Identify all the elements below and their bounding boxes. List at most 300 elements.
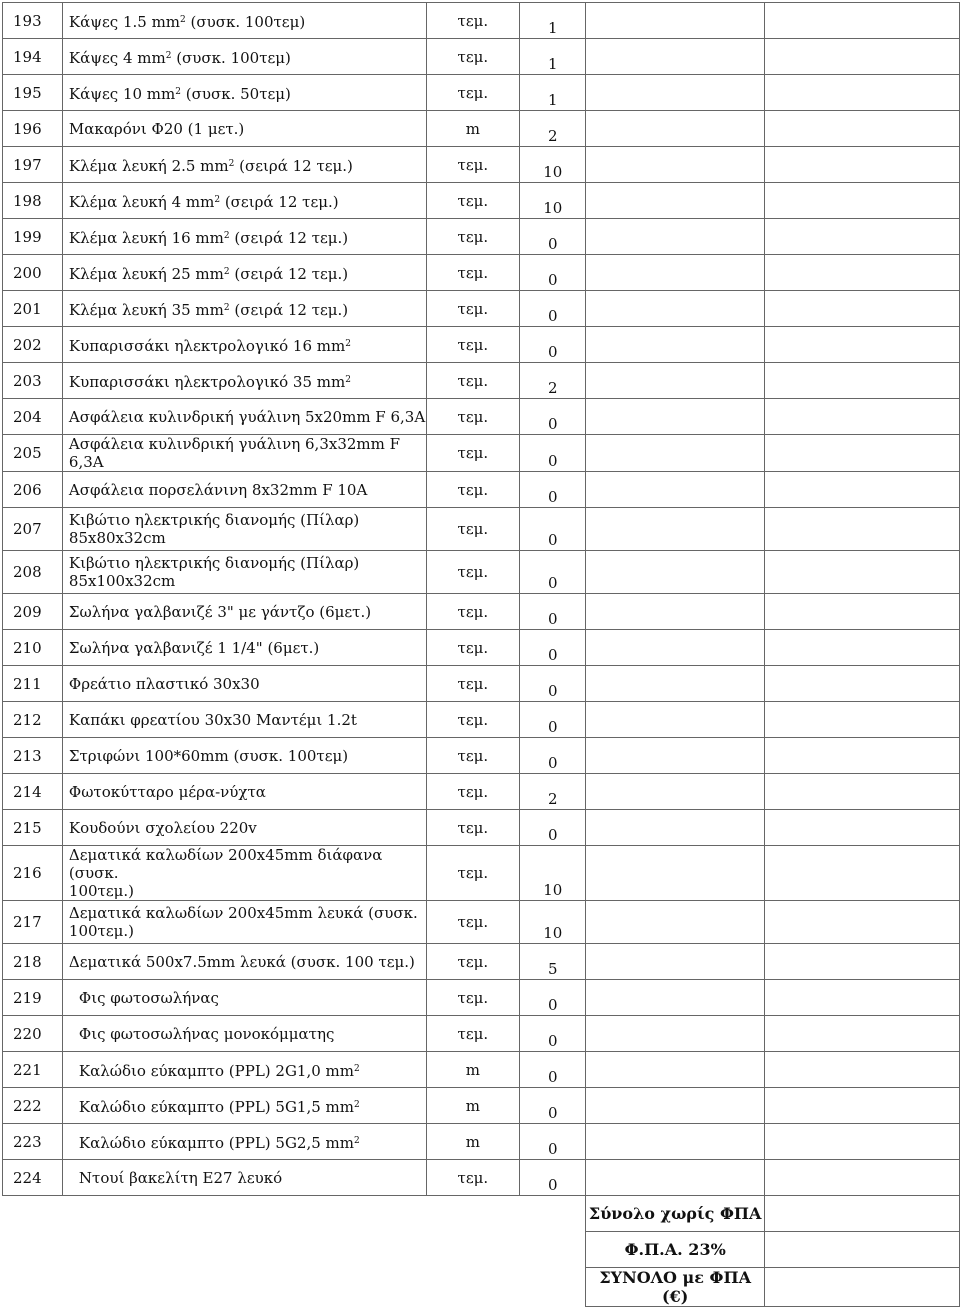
item-unit: τεμ.: [426, 774, 520, 810]
unit-price-cell: [586, 39, 765, 75]
total-price-cell: [765, 702, 960, 738]
total-price-cell: [765, 75, 960, 111]
total-gross-label: ΣΥΝΟΛΟ με ΦΠΑ (€): [586, 1268, 765, 1307]
total-price-cell: [765, 1124, 960, 1160]
item-description: [62, 472, 426, 508]
description-text: [69, 408, 425, 426]
item-description: [62, 702, 426, 738]
description-text: [69, 49, 291, 67]
unit-price-cell: [586, 1160, 765, 1196]
description-text: [69, 511, 359, 547]
item-description: [62, 327, 426, 363]
total-price-cell: [765, 630, 960, 666]
item-description: [62, 1160, 426, 1196]
total-gross-value: [765, 1268, 960, 1307]
total-price-cell: [765, 291, 960, 327]
item-number: 210: [3, 630, 63, 666]
description-suffix: (σειρά 12 τεμ.): [220, 192, 339, 211]
item-quantity: 0: [520, 702, 586, 738]
description-main: Κλέμα λευκή 25 mm: [68, 264, 224, 283]
unit-price-cell: [586, 255, 765, 291]
unit-price-cell: [586, 363, 765, 399]
description-suffix: (σειρά 12 τεμ.): [229, 300, 349, 319]
item-number: 218: [3, 944, 63, 980]
description-text: [69, 157, 353, 175]
description-text: [69, 120, 244, 138]
item-quantity: 0: [520, 508, 586, 551]
description-main: Κάψες 4 mm: [68, 48, 166, 67]
description-main: Ασφάλεια πορσελάνινη 8x32mm F 10A: [68, 480, 368, 499]
description-main: Στριφώνι 100*60mm (συσκ. 100τεμ): [68, 746, 349, 765]
description-main: Ασφάλεια κυλινδρική γυάλινη 6,3x32mm F 6,3A: [68, 435, 401, 471]
item-description: [62, 291, 426, 327]
item-quantity: 0: [520, 219, 586, 255]
unit-price-cell: [586, 219, 765, 255]
table-row: [3, 291, 960, 327]
description-main: Κλέμα λευκή 4 mm: [68, 192, 215, 211]
total-price-cell: [765, 327, 960, 363]
total-price-cell: [765, 1016, 960, 1052]
description-main: Δεματικά 500x7.5mm λευκά (συσκ. 100 τεμ.): [68, 952, 415, 971]
item-description: [62, 363, 426, 399]
price-table: [2, 2, 960, 1307]
item-description: [62, 1088, 426, 1124]
item-description: [62, 846, 426, 901]
total-price-cell: [765, 508, 960, 551]
item-number: 203: [3, 363, 63, 399]
superscript: 2: [354, 1099, 360, 1110]
item-unit: τεμ.: [426, 980, 520, 1016]
item-description: [62, 435, 426, 472]
item-unit: τεμ.: [426, 399, 520, 435]
total-price-cell: [765, 472, 960, 508]
unit-price-cell: [586, 508, 765, 551]
item-quantity: 0: [520, 472, 586, 508]
item-unit: τεμ.: [426, 594, 520, 630]
unit-price-cell: [586, 846, 765, 901]
description-text: [69, 711, 357, 729]
item-number: 206: [3, 472, 63, 508]
description-text: [69, 747, 348, 765]
table-row: [3, 774, 960, 810]
total-price-cell: [765, 594, 960, 630]
item-description: [62, 75, 426, 111]
vat-label: Φ.Π.Α. 23%: [586, 1232, 765, 1268]
table-row: [3, 183, 960, 219]
description-main: Σωλήνα γαλβανιζέ 1 1/4" (6μετ.): [68, 638, 320, 657]
item-unit: τεμ.: [426, 255, 520, 291]
item-quantity: 0: [520, 810, 586, 846]
item-number: 224: [3, 1160, 63, 1196]
item-description: [62, 738, 426, 774]
item-quantity: 1: [520, 75, 586, 111]
description-text: [69, 301, 348, 319]
table-row: [3, 594, 960, 630]
table-row: [3, 944, 960, 980]
table-row: [3, 399, 960, 435]
item-unit: m: [426, 1088, 520, 1124]
item-quantity: 0: [520, 327, 586, 363]
superscript: 2: [180, 14, 186, 25]
superscript: 2: [175, 86, 181, 97]
description-text: [69, 675, 260, 693]
description-main: Καπάκι φρεατίου 30x30 Μαντέμι 1.2t: [68, 710, 357, 729]
total-price-cell: [765, 147, 960, 183]
item-description: [62, 111, 426, 147]
description-text: [69, 265, 348, 283]
item-quantity: 0: [520, 255, 586, 291]
item-description: [62, 1052, 426, 1088]
item-quantity: 10: [520, 147, 586, 183]
description-suffix: (συσκ. 100τεμ): [185, 12, 306, 31]
item-description: [62, 594, 426, 630]
item-description: [62, 1016, 426, 1052]
item-number: 219: [3, 980, 63, 1016]
item-unit: τεμ.: [426, 738, 520, 774]
total-price-cell: [765, 39, 960, 75]
item-quantity: 0: [520, 738, 586, 774]
item-quantity: 0: [520, 594, 586, 630]
item-quantity: 0: [520, 666, 586, 702]
item-quantity: 2: [520, 111, 586, 147]
vat-value: [765, 1232, 960, 1268]
item-number: 212: [3, 702, 63, 738]
table-row: [3, 702, 960, 738]
description-main: Καλώδιο εύκαμπτο (PPL) 5G2,5 mm: [78, 1133, 355, 1152]
unit-price-cell: [586, 183, 765, 219]
item-description: [62, 630, 426, 666]
item-quantity: 0: [520, 551, 586, 594]
item-description: [62, 551, 426, 594]
description-text: [69, 1060, 360, 1080]
item-unit: τεμ.: [426, 183, 520, 219]
item-unit: τεμ.: [426, 1160, 520, 1196]
item-quantity: 0: [520, 399, 586, 435]
superscript: 2: [214, 194, 221, 205]
total-price-cell: [765, 183, 960, 219]
description-text: [69, 783, 266, 801]
table-row: [3, 363, 960, 399]
item-unit: τεμ.: [426, 147, 520, 183]
description-text: [69, 639, 319, 657]
table-row: [3, 551, 960, 594]
item-description: [62, 3, 426, 39]
description-main: Κλέμα λευκή 35 mm: [68, 300, 224, 319]
description-main: Κλέμα λευκή 2.5 mm: [68, 156, 229, 175]
item-number: 198: [3, 183, 63, 219]
item-description: [62, 508, 426, 551]
description-text: [69, 229, 348, 247]
item-number: 193: [3, 3, 63, 39]
total-price-cell: [765, 901, 960, 944]
total-price-cell: [765, 255, 960, 291]
item-unit: m: [426, 111, 520, 147]
total-price-cell: [765, 111, 960, 147]
description-text: [69, 1096, 360, 1116]
description-main: Δεματικά καλωδίων 200x45mm λευκά (συσκ.: [68, 904, 418, 922]
description-text: [69, 989, 219, 1007]
item-quantity: 0: [520, 1088, 586, 1124]
unit-price-cell: [586, 630, 765, 666]
item-number: 197: [3, 147, 63, 183]
table-row: [3, 666, 960, 702]
superscript: 2: [223, 302, 230, 313]
description-main: Κιβώτιο ηλεκτρικής διανομής (Πίλαρ): [68, 511, 360, 529]
description-main: Κυπαρισσάκι ηλεκτρολογικό 16 mm: [68, 336, 346, 355]
item-unit: τεμ.: [426, 901, 520, 944]
description-main: Κουδούνι σχολείου 220v: [68, 818, 257, 837]
item-number: 201: [3, 291, 63, 327]
unit-price-cell: [586, 594, 765, 630]
table-row: [3, 1160, 960, 1196]
item-unit: τεμ.: [426, 3, 520, 39]
table-row: [3, 75, 960, 111]
total-price-cell: [765, 846, 960, 901]
unit-price-cell: [586, 1088, 765, 1124]
unit-price-cell: [586, 810, 765, 846]
unit-price-cell: [586, 1052, 765, 1088]
description-text: [69, 481, 367, 499]
description-text: [69, 85, 291, 103]
superscript: 2: [354, 1135, 360, 1146]
item-description: [62, 944, 426, 980]
description-text: [69, 603, 371, 621]
item-number: 194: [3, 39, 63, 75]
table-row: [3, 1124, 960, 1160]
item-number: 204: [3, 399, 63, 435]
superscript: 2: [345, 374, 351, 385]
table-row: [3, 39, 960, 75]
total-price-cell: [765, 944, 960, 980]
item-unit: τεμ.: [426, 508, 520, 551]
table-row: [3, 219, 960, 255]
item-number: 222: [3, 1088, 63, 1124]
description-line2: 100τεμ.): [68, 922, 134, 940]
total-price-cell: [765, 1088, 960, 1124]
description-main: Κιβώτιο ηλεκτρικής διανομής (Πίλαρ): [68, 554, 360, 572]
description-main: Σωλήνα γαλβανιζέ 3" με γάντζο (6μετ.): [68, 602, 372, 621]
total-price-cell: [765, 219, 960, 255]
item-number: 196: [3, 111, 63, 147]
total-price-cell: [765, 666, 960, 702]
item-quantity: 10: [520, 901, 586, 944]
unit-price-cell: [586, 111, 765, 147]
item-number: 214: [3, 774, 63, 810]
description-suffix: (συσκ. 50τεμ): [180, 84, 291, 103]
unit-price-cell: [586, 702, 765, 738]
table-row: [3, 111, 960, 147]
table-row: [3, 327, 960, 363]
item-number: 215: [3, 810, 63, 846]
total-price-cell: [765, 435, 960, 472]
item-description: [62, 399, 426, 435]
item-number: 195: [3, 75, 63, 111]
table-row: [3, 472, 960, 508]
total-price-cell: [765, 3, 960, 39]
item-quantity: 0: [520, 291, 586, 327]
item-quantity: 2: [520, 774, 586, 810]
item-unit: τεμ.: [426, 846, 520, 901]
description-main: Ασφάλεια κυλινδρική γυάλινη 5x20mm F 6,3A: [68, 407, 426, 426]
description-suffix: (σειρά 12 τεμ.): [229, 228, 349, 247]
description-text: [69, 1169, 282, 1187]
item-quantity: 5: [520, 944, 586, 980]
item-unit: τεμ.: [426, 39, 520, 75]
description-text: [69, 373, 351, 391]
description-text: [69, 819, 257, 837]
item-number: 220: [3, 1016, 63, 1052]
description-text: [69, 193, 339, 211]
table-row: [3, 3, 960, 39]
unit-price-cell: [586, 944, 765, 980]
unit-price-cell: [586, 3, 765, 39]
item-description: [62, 666, 426, 702]
item-quantity: 0: [520, 630, 586, 666]
item-unit: τεμ.: [426, 666, 520, 702]
item-unit: τεμ.: [426, 435, 520, 472]
item-description: [62, 901, 426, 944]
unit-price-cell: [586, 901, 765, 944]
item-quantity: 0: [520, 1016, 586, 1052]
item-quantity: 10: [520, 846, 586, 901]
description-main: Κάψες 1.5 mm: [68, 12, 181, 31]
description-text: [69, 13, 305, 31]
unit-price-cell: [586, 774, 765, 810]
table-row: [3, 846, 960, 901]
table-row: [3, 435, 960, 472]
item-description: [62, 774, 426, 810]
unit-price-cell: [586, 980, 765, 1016]
table-row: [3, 1016, 960, 1052]
unit-price-cell: [586, 147, 765, 183]
item-quantity: 1: [520, 39, 586, 75]
item-description: [62, 147, 426, 183]
table-row: [3, 901, 960, 944]
unit-price-cell: [586, 551, 765, 594]
description-line2: 100τεμ.): [68, 882, 134, 900]
table-row: [3, 810, 960, 846]
total-net-value: [765, 1196, 960, 1232]
description-line2: 85x100x32cm: [68, 572, 176, 590]
unit-price-cell: [586, 666, 765, 702]
item-unit: τεμ.: [426, 363, 520, 399]
description-main: Φωτοκύτταρο μέρα-νύχτα: [68, 782, 266, 801]
unit-price-cell: [586, 435, 765, 472]
superscript: 2: [223, 230, 230, 241]
superscript: 2: [228, 158, 235, 169]
unit-price-cell: [586, 399, 765, 435]
item-description: [62, 980, 426, 1016]
item-quantity: 0: [520, 1160, 586, 1196]
description-text: [69, 953, 415, 971]
superscript: 2: [223, 266, 230, 277]
description-main: Φις φωτοσωλήνας μονοκόμματης: [78, 1024, 335, 1043]
total-price-cell: [765, 810, 960, 846]
table-body: [3, 3, 960, 1196]
item-number: 200: [3, 255, 63, 291]
table-row: [3, 1052, 960, 1088]
item-description: [62, 255, 426, 291]
item-quantity: 10: [520, 183, 586, 219]
total-price-cell: [765, 738, 960, 774]
unit-price-cell: [586, 472, 765, 508]
total-price-cell: [765, 774, 960, 810]
item-number: 221: [3, 1052, 63, 1088]
description-suffix: (συσκ. 100τεμ): [171, 48, 291, 67]
unit-price-cell: [586, 291, 765, 327]
table-row: [3, 147, 960, 183]
item-unit: τεμ.: [426, 630, 520, 666]
superscript: 2: [345, 338, 351, 349]
item-number: 209: [3, 594, 63, 630]
item-number: 208: [3, 551, 63, 594]
total-price-cell: [765, 1160, 960, 1196]
item-number: 202: [3, 327, 63, 363]
description-main: Καλώδιο εύκαμπτο (PPL) 2G1,0 mm: [78, 1061, 355, 1080]
description-main: Κλέμα λευκή 16 mm: [68, 228, 224, 247]
item-unit: τεμ.: [426, 219, 520, 255]
item-number: 205: [3, 435, 63, 472]
item-quantity: 0: [520, 1124, 586, 1160]
table-row: [3, 1088, 960, 1124]
unit-price-cell: [586, 75, 765, 111]
item-number: 213: [3, 738, 63, 774]
item-description: [62, 1124, 426, 1160]
superscript: 2: [354, 1063, 360, 1074]
item-unit: τεμ.: [426, 75, 520, 111]
item-number: 223: [3, 1124, 63, 1160]
description-suffix: (σειρά 12 τεμ.): [229, 264, 349, 283]
item-description: [62, 810, 426, 846]
item-unit: τεμ.: [426, 810, 520, 846]
description-main: Κάψες 10 mm: [68, 84, 176, 103]
item-unit: m: [426, 1124, 520, 1160]
unit-price-cell: [586, 327, 765, 363]
description-main: Κυπαρισσάκι ηλεκτρολογικό 35 mm: [68, 372, 346, 391]
description-main: Μακαρόνι Φ20 (1 μετ.): [68, 119, 245, 138]
description-text: [69, 1132, 360, 1152]
unit-price-cell: [586, 1124, 765, 1160]
description-text: [69, 1025, 334, 1043]
table-row: [3, 630, 960, 666]
total-price-cell: [765, 399, 960, 435]
description-main: Ντουί βακελίτη Ε27 λευκό: [78, 1168, 283, 1187]
total-net-label: Σύνολο χωρίς ΦΠΑ: [586, 1196, 765, 1232]
total-price-cell: [765, 551, 960, 594]
item-number: 217: [3, 901, 63, 944]
item-unit: τεμ.: [426, 291, 520, 327]
total-price-cell: [765, 1052, 960, 1088]
description-text: [69, 904, 418, 940]
table-row: [3, 508, 960, 551]
item-quantity: 1: [520, 3, 586, 39]
item-number: 211: [3, 666, 63, 702]
item-quantity: 0: [520, 980, 586, 1016]
table-row: [3, 738, 960, 774]
item-quantity: 0: [520, 1052, 586, 1088]
description-text: [69, 554, 359, 590]
item-description: [62, 183, 426, 219]
superscript: 2: [165, 50, 172, 61]
item-number: 199: [3, 219, 63, 255]
description-text: [69, 435, 400, 471]
total-price-cell: [765, 363, 960, 399]
table-row: [3, 980, 960, 1016]
item-description: [62, 39, 426, 75]
description-main: Δεματικά καλωδίων 200x45mm διάφανα (συσκ.: [68, 846, 383, 882]
item-number: 207: [3, 508, 63, 551]
item-number: 216: [3, 846, 63, 901]
